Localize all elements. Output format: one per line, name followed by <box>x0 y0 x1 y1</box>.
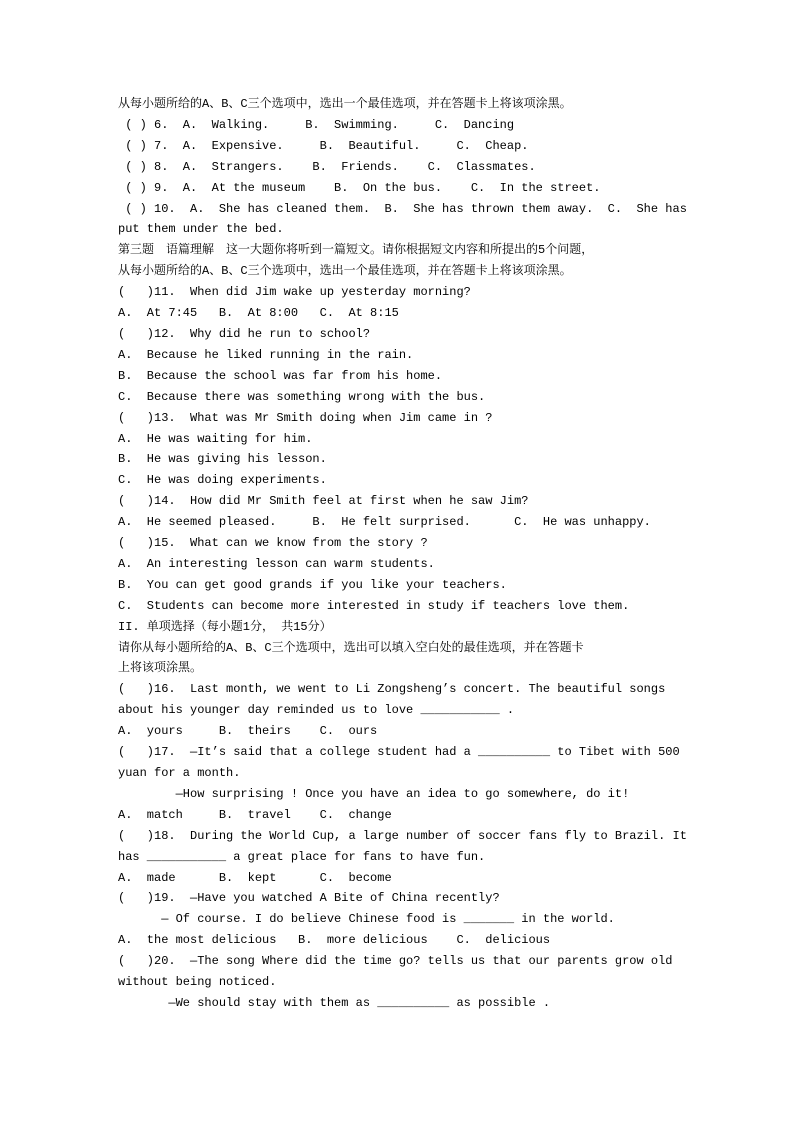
question-10-continuation: put them under the bed. <box>118 222 284 237</box>
question-6: ( ) 6. A. Walking. B. Swimming. C. Dancing <box>118 117 515 132</box>
question-10: ( ) 10. A. She has cleaned them. B. She has thrown them away. C. She has <box>118 201 687 216</box>
section-multiple-choice <box>118 617 794 1014</box>
question-18-options: A. made B. kept C. become <box>118 870 392 885</box>
question-13-option-c: C. He was doing experiments. <box>118 473 327 488</box>
question-17: ( )17. —It’s said that a college student had a __________ to Tibet with 500 <box>118 745 680 760</box>
question-12-option-b: B. Because the school was far from his home. <box>118 368 443 383</box>
question-15-option-b: B. You can get good grands if you like your teachers. <box>118 577 507 592</box>
question-16: ( )16. Last month, we went to Li Zongsheng’s concert. The beautiful songs <box>118 682 666 697</box>
instructions-multiple-choice-line2: 上将该项涂黑。 <box>118 661 203 676</box>
question-19-options: A. the most delicious B. more delicious C. delicious <box>118 933 551 948</box>
question-17-continuation: yuan for a month. <box>118 766 241 780</box>
question-20-continuation: without being noticed. <box>118 975 277 990</box>
question-20: ( )20. —The song Where did the time go? tells us that our parents grow old <box>118 954 673 969</box>
question-13-option-b: B. He was giving his lesson. <box>118 452 327 467</box>
question-19-reply: — Of course. I do believe Chinese food is _______ in the world. <box>118 912 615 927</box>
question-11-options: A. At 7:45 B. At 8:00 C. At 8:15 <box>118 306 399 321</box>
question-17-options: A. match B. travel C. change <box>118 807 392 822</box>
question-14-options: A. He seemed pleased. B. He felt surprised. C. He was unhappy. <box>118 515 651 530</box>
instructions-passage: 从每小题所给的A、B、C三个选项中，选出一个最佳选项，并在答题卡上将该项涂黑。 <box>118 264 572 279</box>
section-heading-passage: 第三题 语篇理解 这一大题你将听到一篇短文。请你根据短文内容和所提出的5个问题， <box>118 243 594 258</box>
question-18-continuation: has ___________ a great place for fans to have fun. <box>118 849 486 864</box>
question-15: ( )15. What can we know from the story ? <box>118 536 428 551</box>
exam-document-content <box>118 94 794 1014</box>
question-7: ( ) 7. A. Expensive. B. Beautiful. C. Cheap. <box>118 138 529 153</box>
section-listening-dialogues <box>118 94 794 240</box>
section-listening-passage <box>118 240 794 616</box>
question-15-option-c: C. Students can become more interested in study if teachers love them. <box>118 598 630 613</box>
question-16-continuation: about his younger day reminded us to love ___________ . <box>118 703 515 718</box>
question-12-option-c: C. Because there was something wrong with the bus. <box>118 389 486 404</box>
question-11: ( )11. When did Jim wake up yesterday morning? <box>118 285 471 300</box>
question-14: ( )14. How did Mr Smith feel at first when he saw Jim? <box>118 494 529 509</box>
question-18: ( )18. During the World Cup, a large number of soccer fans fly to Brazil. It <box>118 828 687 843</box>
question-12: ( )12. Why did he run to school? <box>118 326 371 341</box>
question-13-option-a: A. He was waiting for him. <box>118 431 313 446</box>
question-17-reply: —How surprising ! Once you have an idea to go somewhere, do it! <box>118 786 630 801</box>
question-12-option-a: A. Because he liked running in the rain. <box>118 347 414 362</box>
question-15-option-a: A. An interesting lesson can warm students. <box>118 556 435 571</box>
question-9: ( ) 9. A. At the museum B. On the bus. C. In the street. <box>118 180 601 195</box>
instructions-multiple-choice-line1: 请你从每小题所给的A、B、C三个选项中，选出可以填入空白处的最佳选项，并在答题卡 <box>118 640 584 655</box>
instructions-listening: 从每小题所给的A、B、C三个选项中，选出一个最佳选项，并在答题卡上将该项涂黑。 <box>118 97 572 111</box>
question-19: ( )19. —Have you watched A Bite of China recently? <box>118 891 500 906</box>
question-8: ( ) 8. A. Strangers. B. Friends. C. Classmates. <box>118 159 536 174</box>
question-16-options: A. yours B. theirs C. ours <box>118 724 378 739</box>
question-20-reply: —We should stay with them as __________ as possible . <box>118 995 551 1010</box>
section-heading-multiple-choice: II. 单项选择（每小题1分， 共15分） <box>118 619 332 634</box>
question-13: ( )13. What was Mr Smith doing when Jim came in ? <box>118 410 493 425</box>
